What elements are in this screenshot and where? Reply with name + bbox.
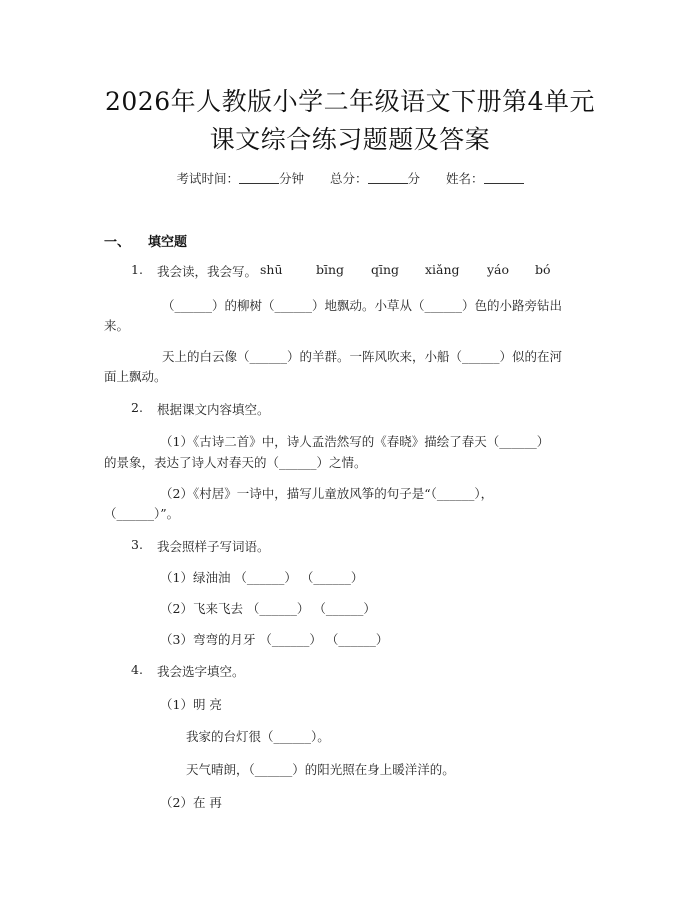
question-2-line-2a: （2）《村居》一诗中，描写儿童放风筝的句子是“（______）， bbox=[160, 486, 494, 501]
time-unit: 分钟 bbox=[278, 171, 304, 186]
score-unit: 分 bbox=[407, 171, 421, 186]
pinyin-item: bīng bbox=[316, 262, 345, 277]
pinyin-item: xiǎng bbox=[425, 262, 460, 277]
question-2-line-1a: （1）《古诗二首》中，诗人孟浩然写的《春晓》描绘了春天（______） bbox=[160, 434, 550, 449]
page-title-line-1: 2026年人教版小学二年级语文下册第4单元 bbox=[104, 87, 596, 116]
question-1-text: 我会读，我会写。 bbox=[157, 264, 258, 279]
question-3-item: （2）飞来飞去 （______） （______） bbox=[160, 601, 376, 616]
question-1-line-b2: 面上飘动。 bbox=[104, 369, 167, 384]
question-1-line-a1: （______）的柳树（______）地飘动。小草从（______）色的小路旁钻出 bbox=[162, 298, 563, 313]
score-label: 总分： bbox=[329, 171, 368, 186]
name-blank bbox=[484, 171, 524, 184]
page-title-line-2: 课文综合练习题题及答案 bbox=[209, 125, 491, 154]
time-label: 考试时间： bbox=[176, 171, 239, 186]
section-heading bbox=[104, 231, 187, 250]
question-2-number: 2. bbox=[131, 400, 143, 415]
question-3-item: （1）绿油油 （______） （______） bbox=[160, 570, 364, 585]
pinyin-item: qīng bbox=[371, 262, 400, 277]
question-2-line-1b: 的景象，表达了诗人对春天的（______）之情。 bbox=[104, 455, 367, 470]
pinyin-item: yáo bbox=[487, 262, 510, 277]
question-1-line-b1: 天上的白云像（______）的羊群。一阵风吹来，小船（______）似的在河 bbox=[162, 349, 563, 364]
question-4-sub-1: （1）明 亮 bbox=[160, 697, 222, 712]
score-blank bbox=[368, 171, 408, 184]
section-number: 一、 bbox=[104, 235, 131, 250]
question-1-line-a2: 来。 bbox=[104, 318, 130, 333]
question-2-line-2b: （______）”。 bbox=[104, 506, 180, 521]
question-3-text: 我会照样子写词语。 bbox=[157, 539, 270, 554]
pinyin-item: shū bbox=[260, 262, 283, 277]
question-3-item: （3）弯弯的月牙 （______） （______） bbox=[160, 632, 389, 647]
question-4-number: 4. bbox=[131, 662, 143, 677]
question-1-number: 1. bbox=[131, 262, 143, 277]
question-4-sub-1-b: 天气晴朗，（______）的阳光照在身上暖洋洋的。 bbox=[186, 762, 455, 777]
question-3-number: 3. bbox=[131, 537, 143, 552]
name-label: 姓名： bbox=[446, 171, 484, 186]
section-title: 填空题 bbox=[148, 235, 188, 250]
time-blank bbox=[239, 171, 279, 184]
question-4-sub-2: （2）在 再 bbox=[160, 795, 222, 810]
pinyin-item: bó bbox=[535, 262, 551, 277]
question-2-text: 根据课文内容填空。 bbox=[157, 402, 270, 417]
question-4-text: 我会选字填空。 bbox=[157, 664, 245, 679]
exam-meta bbox=[0, 169, 700, 187]
question-4-sub-1-a: 我家的台灯很（______）。 bbox=[186, 729, 330, 744]
